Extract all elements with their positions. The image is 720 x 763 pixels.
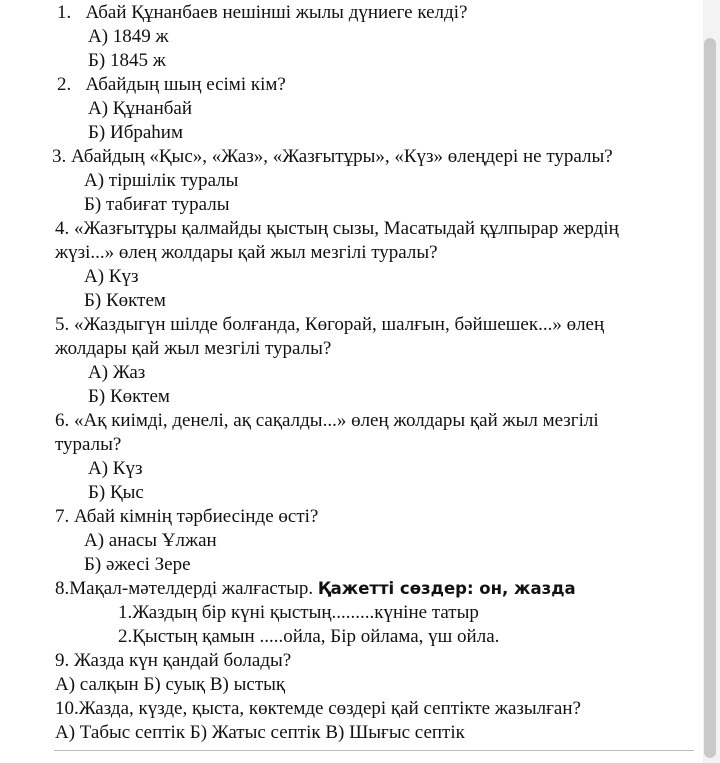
proverb-1: 1.Жаздың бір күні қыстың.........күніне татыр [118, 602, 479, 623]
q6-option-b: Б) Қыс [88, 482, 144, 503]
question-8-text: 8.Мақал-мәтелдерді жалғастыр. [55, 578, 318, 599]
q6-option-a: А) Күз [88, 458, 143, 479]
q4-option-b: Б) Көктем [84, 290, 166, 311]
page-bottom-divider [54, 750, 694, 751]
q5-option-b: Б) Көктем [88, 386, 170, 407]
question-3: 3. Абайдың «Қыс», «Жаз», «Жазғытұры», «Күз» өлеңдері не туралы? [52, 146, 613, 167]
question-1: 1. Абай Құнанбаев нешінші жылы дүниеге келді? [57, 2, 468, 23]
question-7: 7. Абай кімнің тәрбиесінде өсті? [55, 506, 319, 527]
question-8-hint: Қажетті сөздер: он, жазда [317, 579, 576, 598]
proverb-2: 2.Қыстың қамын .....ойла, Бір ойлама, үш ойла. [118, 626, 500, 647]
question-4-line-1: 4. «Жазғытұры қалмайды қыстың сызы, Масатыдай құлпырар жердің [55, 218, 619, 239]
question-5-line-1: 5. «Жаздыгүн шілде болғанда, Көгорай, шалғын, бәйшешек...» өлең [55, 314, 605, 335]
q7-option-b: Б) әжесі Зере [84, 554, 191, 575]
q1-option-b: Б) 1845 ж [88, 50, 166, 71]
q7-option-a: А) анасы Ұлжан [84, 530, 217, 551]
q5-option-a: А) Жаз [88, 362, 146, 383]
scrollbar-thumb[interactable] [704, 38, 716, 758]
question-9: 9. Жазда күн қандай болады? [55, 650, 292, 671]
q10-options: А) Табыс септік Б) Жатыс септік В) Шығыс септік [55, 722, 465, 743]
q1-option-a: А) 1849 ж [88, 26, 169, 47]
q3-option-b: Б) табиғат туралы [84, 194, 230, 215]
q9-options: А) салқын Б) суық В) ыстық [55, 674, 286, 695]
question-2: 2. Абайдың шың есімі кім? [57, 74, 286, 95]
question-10: 10.Жазда, күзде, қыста, көктемде сөздері қай септікте жазылған? [55, 698, 581, 719]
q3-option-a: А) тіршілік туралы [84, 170, 239, 191]
q4-option-a: А) Күз [84, 266, 139, 287]
question-6-line-2: туралы? [55, 434, 122, 455]
question-8 [55, 578, 576, 600]
q2-option-b: Б) Ибраһим [88, 122, 183, 143]
q2-option-a: А) Құнанбай [88, 98, 193, 119]
question-4-line-2: жүзі...» өлең жолдары қай жыл мезгілі туралы? [55, 242, 438, 263]
question-6-line-1: 6. «Ақ киімді, денелі, ақ сақалды...» өлең жолдары қай жыл мезгілі [55, 410, 599, 431]
question-5-line-2: жолдары қай жыл мезгілі туралы? [55, 338, 332, 359]
